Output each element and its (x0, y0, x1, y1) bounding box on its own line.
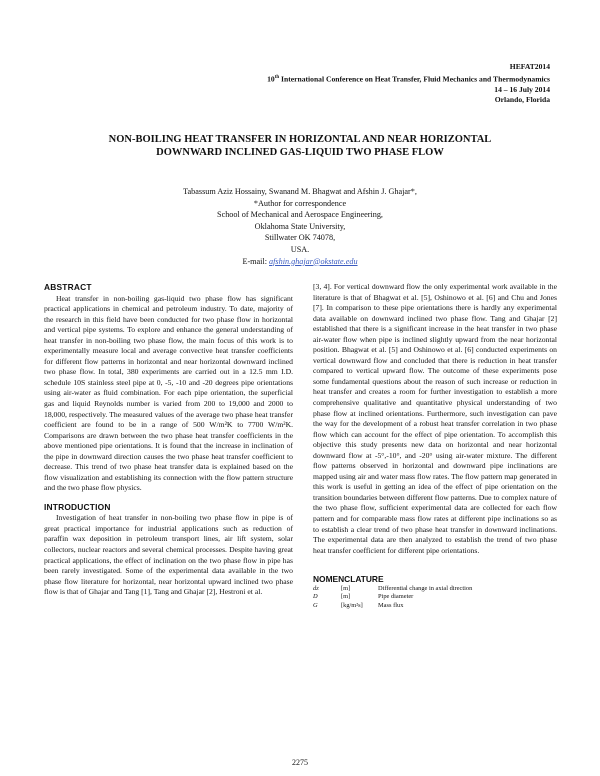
conference-number: 10 (267, 74, 275, 84)
affiliation-line-2: Oklahoma State University, (254, 221, 346, 231)
conference-dates: 14 – 16 July 2014 (494, 84, 550, 94)
abstract-heading: ABSTRACT (44, 282, 92, 292)
conference-header (267, 62, 550, 106)
conference-code: HEFAT2014 (509, 62, 550, 71)
nomenclature-unit: [m] (341, 584, 351, 592)
nomenclature-heading: NOMENCLATURE (313, 574, 384, 585)
affiliation-line-1: School of Mechanical and Aerospace Engineering, (217, 210, 383, 220)
nomenclature-symbol: G (313, 601, 318, 609)
author-names: Tabassum Aziz Hossainy, Swanand M. Bhagwat and Afshin J. Ghajar*, (183, 187, 417, 196)
email-link[interactable]: afshin.ghajar@okstate.edu (269, 256, 358, 266)
affiliation-line-3: Stillwater OK 74078, (264, 233, 336, 243)
conference-name (267, 73, 550, 85)
abstract-text: Heat transfer in non-boiling gas-liquid two phase flow has significant practical applications in chemical and petroleum industry. To date, majority of the research in this field have been conducted for two phase flow in horizontal and vertical pipe systems. To explore and enhance the general understanding of heat transfer in non-boiling two phase flow, the main focus of this work is to experimentally measure local and average convective heat transfer coefficients for different flow patterns in horizontal and near horizontal downward inclined two phase flow. In total, 380 experiments are carried out in a 12.5 mm I.D. schedule 10S stainless steel pipe at 0, -5, -10 and -20 degrees pipe orientations using air-water as fluid combination. For each pipe orientation, the superficial gas and liquid Reynolds number is varied from 200 to 19,000 and 2000 to 18,000, respectively. The measured values of the average two phase heat transfer coefficient are found to be in a range of 500 W/m²K to 7700 W/m²K. Comparisons are drawn between the two phase heat transfer coefficients in the above mentioned pipe orientations. It is found that the increase in inclination of the pipe in downward direction causes the two phase heat transfer coefficient to decrease. This trend of two phase heat transfer data is explained based on the flow visualization and establishing its connection with the flow pattern structure and the two phase flow physics. (44, 293, 293, 493)
nomenclature-row (313, 602, 472, 611)
introduction-heading: INTRODUCTION (44, 501, 111, 512)
page-number: 2275 (292, 758, 308, 767)
author-block (40, 186, 560, 267)
nomenclature-description: Mass flux (378, 601, 404, 609)
nomenclature-row (313, 585, 472, 594)
nomenclature-row (313, 593, 472, 602)
affiliation-line-4: USA. (290, 244, 310, 254)
nomenclature-description: Differential change in axial direction (378, 584, 473, 592)
nomenclature-symbol: D (313, 593, 318, 601)
title-line-1: NON-BOILING HEAT TRANSFER IN HORIZONTAL AND NEAR HORIZONTAL (108, 134, 492, 145)
nomenclature-description: Pipe diameter (378, 593, 414, 601)
conference-suffix: th (274, 74, 280, 80)
conference-title: International Conference on Heat Transfer, Fluid Mechanics and Thermodynamics (279, 74, 550, 84)
left-column (44, 282, 293, 598)
paper-title (40, 133, 560, 159)
introduction-continued-text: [3, 4]. For vertical downward flow the only experimental work available in the literature is that of Bhagwat et al. [5], Oshinowo et al. [6] and Chu and Jones [7]. In comparison to these pipe orientations there is hardly any experimental data available on downward inclined two phase flow. Tang and Ghajar [2] established that there is a significant increase in the heat transfer in two phase air-water flow when pipe is inclined slightly upward from the near horizontal position. Bhagwat et al. [5] and Oshinowo et al. [6] conducted experiments on vertical downward flow and concluded that there is reduction in heat transfer compared to vertical upward flow. The outcome of these experiments pose some fundamental questions about the reason of such increase or reduction in heat transfer and creates a room for further investigation to establish a more comprehensive qualitative and quantitative physical understanding of two phase flow at inclined orientations. Furthermore, such investigation can pave the way for the development of a robust heat transfer correlation in two phase flow which can account for the effect of pipe orientation. To accomplish this objective this study presents new data on horizontal and near horizontal downward flow at -5°,-10°, and -20° using air-water mixture. The different flow patterns observed in horizontal and downward pipe inclinations are mapped using air and water mass flow rates. The flow pattern map generated in this work is useful in getting an idea of the effect of pipe orientation on the transition boundaries between different flow patterns. Due to complex nature of the two phase flow, sufficient experimental data are collected for each flow pattern and for comparable mass flow rates at different pipe inclinations so as to establish a clear trend of two phase heat transfer in downward inclinations. The experimental data are then analyzed to establish the trend of two phase heat transfer coefficient for different pipe orientations. (313, 282, 557, 555)
correspondence-note: *Author for correspondence (253, 198, 347, 208)
email-line (40, 256, 560, 268)
nomenclature-table (313, 585, 472, 611)
right-column (313, 282, 557, 610)
email-label: E-mail: (242, 256, 270, 266)
conference-location: Orlando, Florida (494, 95, 550, 105)
introduction-text: Investigation of heat transfer in non-boiling two phase flow in pipe is of great practical importance for industrial applications such as reduction of paraffin wax deposition in petroleum transport lines, air lift system, solar collectors, nuclear reactors and several chemical processes. Despite having great practical applications, the effect of inclination on the two phase flow in pipe has been rarely investigated. Some of the experimental data available in the two phase flow literature for horizontal, near horizontal upward inclined two phase flow is that of Ghajar and Tang [1], Tang and Ghajar [2], Hestroni et al. (44, 513, 293, 597)
title-line-2: DOWNWARD INCLINED GAS-LIQUID TWO PHASE FLOW (156, 147, 444, 158)
nomenclature-symbol: dz (313, 584, 319, 592)
nomenclature-unit: [kg/m²s] (341, 601, 363, 609)
nomenclature-unit: [m] (341, 593, 351, 601)
